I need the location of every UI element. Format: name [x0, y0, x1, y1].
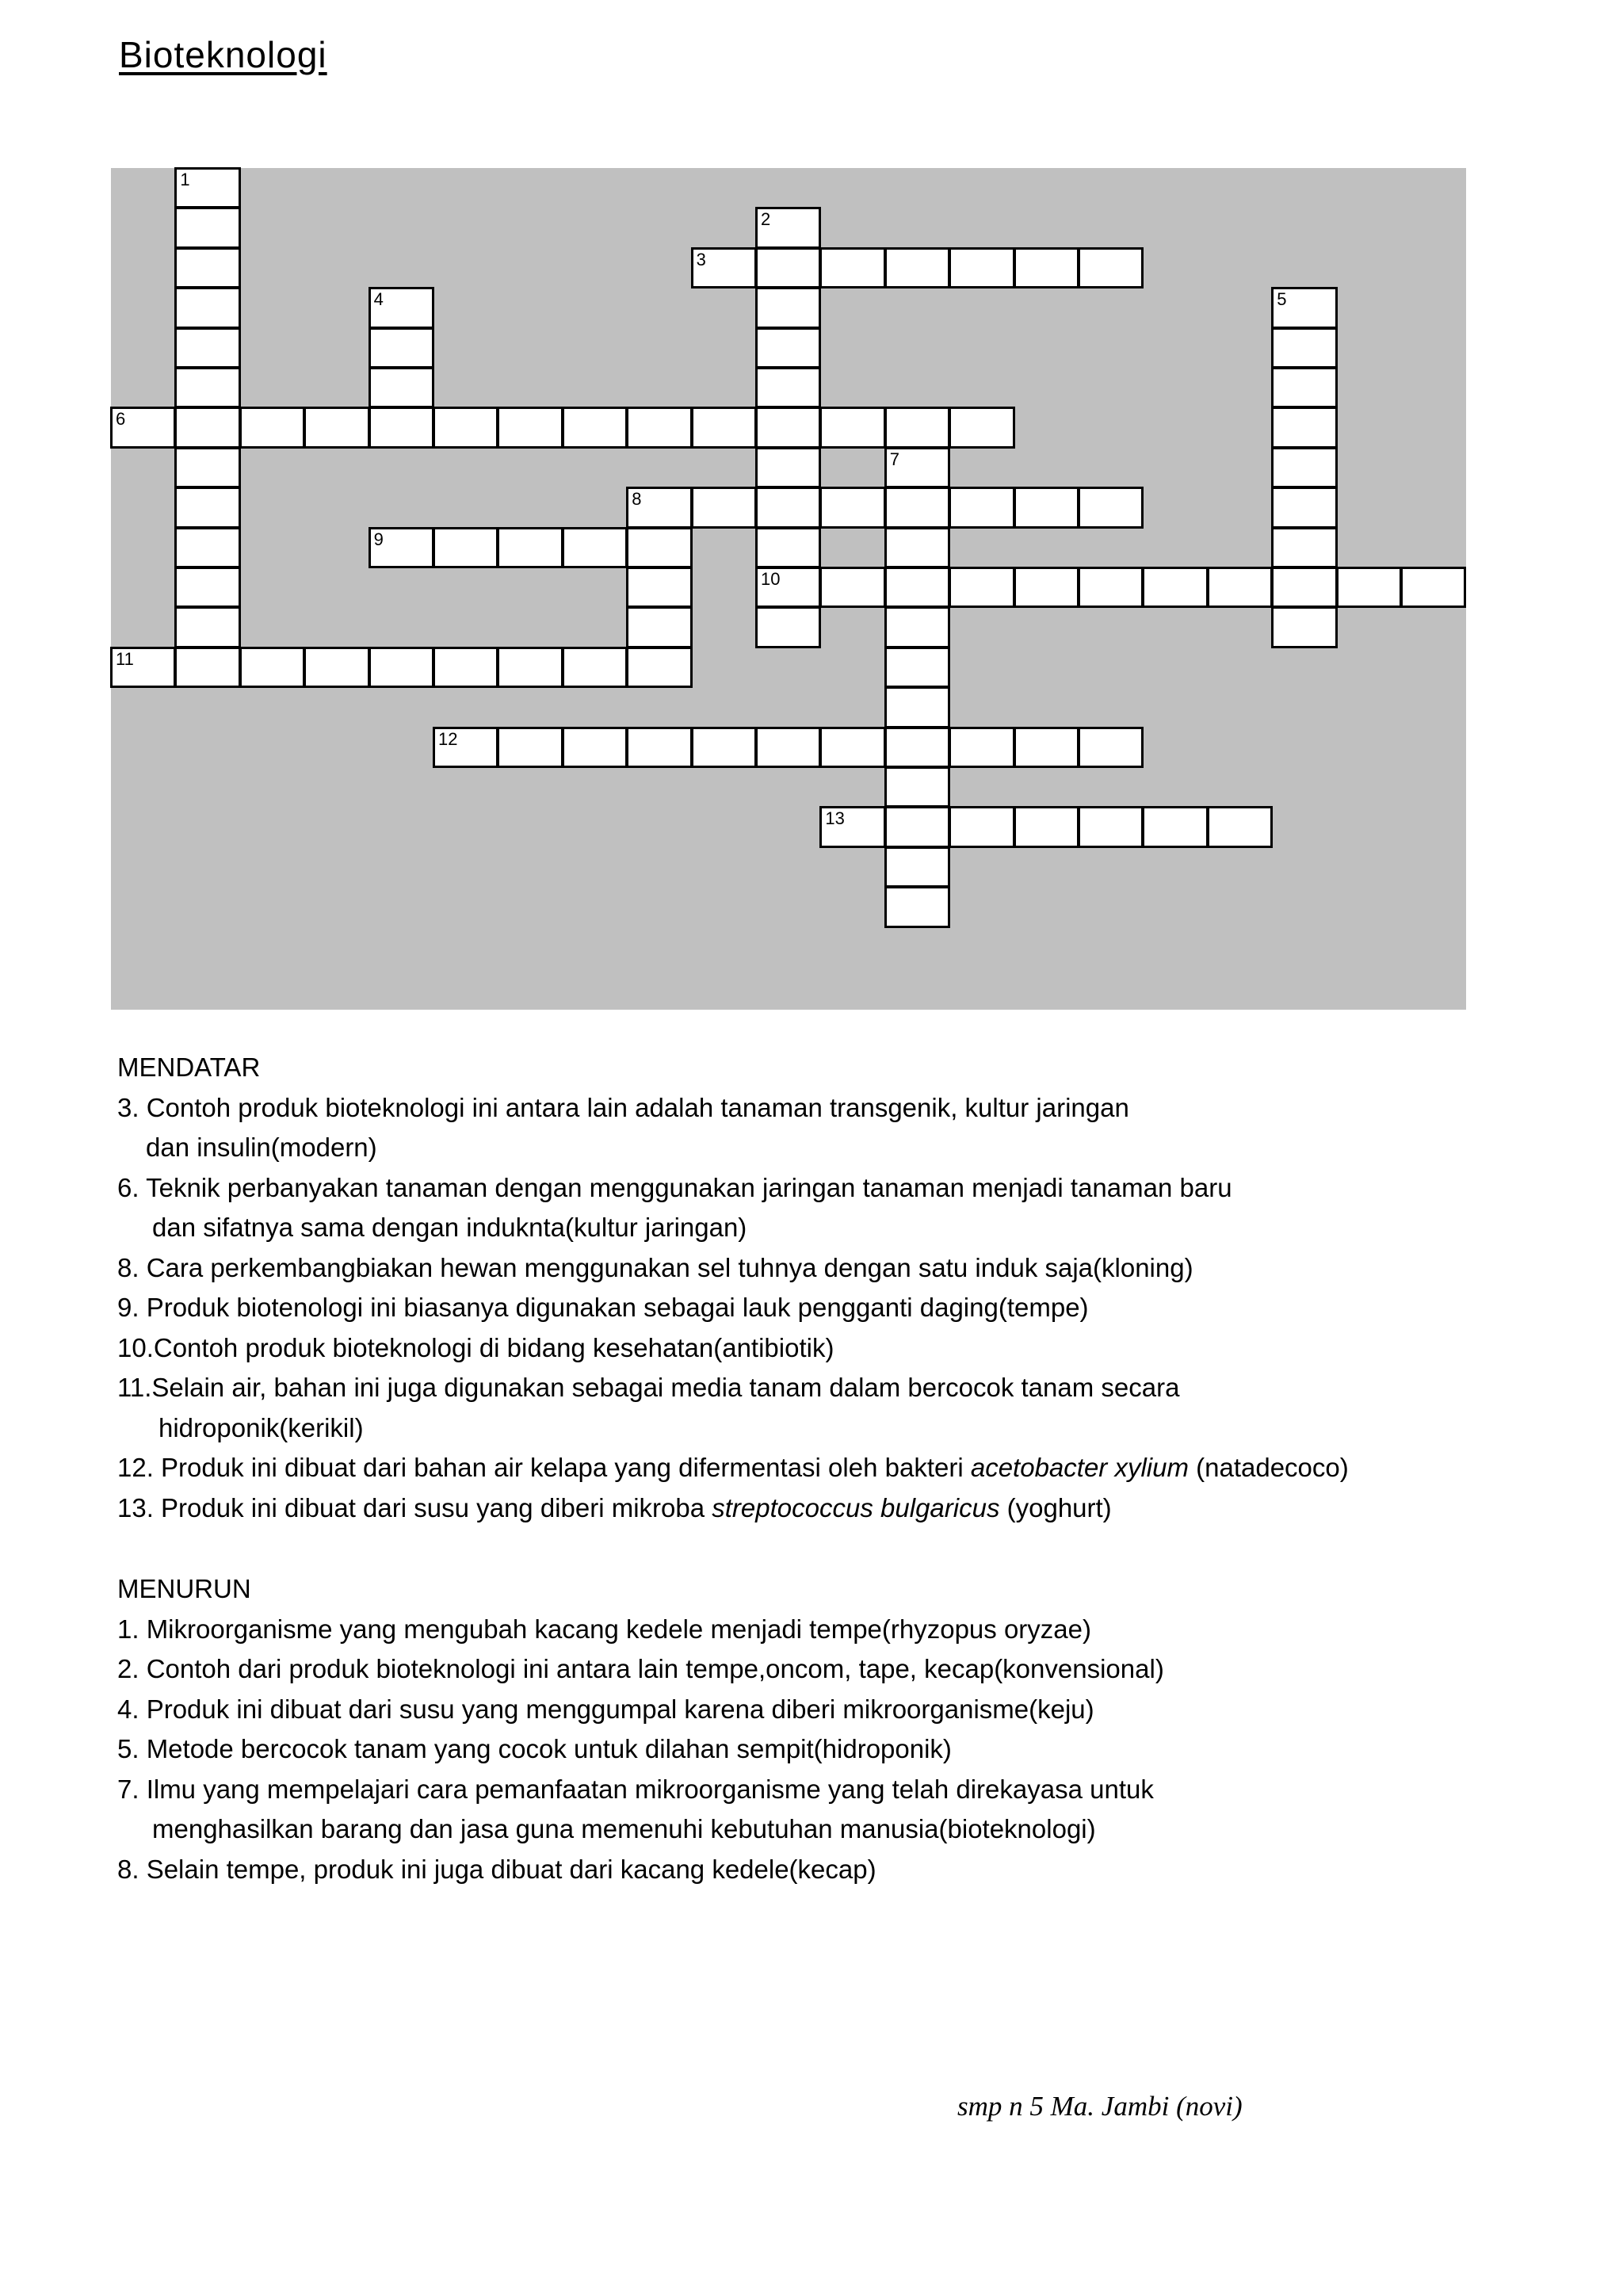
crossword-cell[interactable] [755, 447, 821, 488]
menurun-heading: MENURUN [117, 1574, 251, 1603]
clue-down-5: 5. Metode bercocok tanam yang cocok untuk dilahan sempit(hidroponik) [117, 1734, 952, 1763]
crossword-cell[interactable] [626, 727, 692, 768]
crossword-cell[interactable] [1078, 806, 1144, 847]
crossword-cell[interactable] [174, 567, 240, 608]
crossword-cell[interactable] [949, 407, 1014, 448]
crossword-cell[interactable] [626, 407, 692, 448]
crossword-cell[interactable] [819, 487, 885, 528]
clue-number: 4 [373, 289, 384, 310]
clue-across-3-cont: dan insulin(modern) [146, 1133, 377, 1162]
crossword-cell[interactable] [691, 407, 757, 448]
crossword-cell[interactable] [755, 527, 821, 568]
clue-number: 1 [180, 170, 190, 189]
crossword-cell[interactable] [691, 487, 757, 528]
crossword-cell[interactable] [1271, 407, 1337, 448]
clue-across-9: 9. Produk biotenologi ini biasanya digunakan sebagai lauk pengganti daging(tempe) [117, 1293, 1089, 1322]
crossword-cell[interactable] [1078, 487, 1144, 528]
crossword-cell[interactable] [691, 247, 757, 288]
crossword-cell[interactable] [174, 447, 240, 488]
crossword-cell[interactable] [1271, 527, 1337, 568]
crossword-cell[interactable] [174, 327, 240, 369]
crossword-cell[interactable] [949, 806, 1014, 847]
signature: smp n 5 Ma. Jambi (novi) [957, 2091, 1243, 2122]
clue-across-6: 6. Teknik perbanyakan tanaman dengan menggunakan jaringan tanaman menjadi tanaman baru [117, 1172, 1232, 1202]
crossword-cell[interactable] [174, 167, 240, 208]
crossword-cell[interactable] [884, 487, 950, 528]
clue-across-3: 3. Contoh produk bioteknologi ini antara lain adalah tanaman transgenik, kultur jaringan [117, 1092, 1129, 1122]
crossword-cell[interactable] [1271, 287, 1337, 328]
crossword-cell[interactable] [239, 407, 305, 448]
crossword-cell[interactable] [369, 527, 434, 568]
crossword-cell[interactable] [884, 686, 950, 728]
crossword-cell[interactable] [110, 647, 176, 688]
crossword-cell[interactable] [626, 606, 692, 648]
crossword-cell[interactable] [884, 647, 950, 688]
crossword-cell[interactable] [755, 567, 821, 608]
crossword-cell[interactable] [497, 727, 563, 768]
clue-number: 11 [116, 648, 134, 669]
clue-down-1: 1. Mikroorganisme yang mengubah kacang kedele menjadi tempe(rhyzopus oryzae) [117, 1614, 1091, 1644]
crossword-cell[interactable] [949, 567, 1014, 608]
clue-number: 8 [632, 489, 642, 510]
crossword-cell[interactable] [884, 766, 950, 808]
crossword-cell[interactable] [884, 727, 950, 768]
crossword-grid [111, 168, 1466, 1010]
crossword-cell[interactable] [433, 527, 498, 568]
crossword-cell[interactable] [884, 567, 950, 608]
crossword-cell[interactable] [1014, 806, 1079, 847]
crossword-cell[interactable] [819, 567, 885, 608]
clue-down-4: 4. Produk ini dibuat dari susu yang menggumpal karena diberi mikroorganisme(keju) [117, 1694, 1094, 1724]
crossword-cell[interactable] [1336, 567, 1402, 608]
clue-down-7-cont: menghasilkan barang dan jasa guna memenuhi kebutuhan manusia(bioteknologi) [152, 1814, 1096, 1843]
crossword-cell[interactable] [369, 327, 434, 369]
crossword-cell[interactable] [1014, 487, 1079, 528]
crossword-cell[interactable] [884, 806, 950, 847]
crossword-cell[interactable] [174, 207, 240, 248]
crossword-cell[interactable] [949, 247, 1014, 288]
crossword-cell[interactable] [562, 527, 628, 568]
crossword-cell[interactable] [755, 327, 821, 369]
crossword-cell[interactable] [304, 407, 369, 448]
crossword-cell[interactable] [562, 727, 628, 768]
crossword-cell[interactable] [819, 727, 885, 768]
crossword-cell[interactable] [884, 247, 950, 288]
crossword-cell[interactable] [755, 247, 821, 288]
crossword-cell[interactable] [819, 407, 885, 448]
crossword-cell[interactable] [174, 367, 240, 408]
page-title: Bioteknologi [119, 34, 327, 75]
crossword-cell[interactable] [1271, 327, 1337, 369]
clue-number: 3 [696, 249, 706, 269]
crossword-cell[interactable] [819, 247, 885, 288]
crossword-cell[interactable] [239, 647, 305, 688]
crossword-cell[interactable] [884, 606, 950, 648]
crossword-cell[interactable] [819, 806, 885, 847]
crossword-cell[interactable] [1014, 247, 1079, 288]
crossword-cell[interactable] [1271, 447, 1337, 488]
crossword-cell[interactable] [174, 527, 240, 568]
crossword-cell[interactable] [1078, 247, 1144, 288]
crossword-cell[interactable] [562, 647, 628, 688]
crossword-cell[interactable] [497, 647, 563, 688]
clue-down-2: 2. Contoh dari produk bioteknologi ini antara lain tempe,oncom, tape, kecap(konvensional) [117, 1654, 1164, 1683]
crossword-cell[interactable] [755, 207, 821, 248]
crossword-cell[interactable] [110, 407, 176, 448]
clue-number: 10 [761, 569, 781, 589]
crossword-cell[interactable] [1014, 567, 1079, 608]
crossword-cell[interactable] [369, 287, 434, 328]
crossword-cell[interactable] [755, 287, 821, 328]
clue-across-12: 12. Produk ini dibuat dari bahan air kelapa yang difermentasi oleh bakteri acetobacter xylium (natadecoco) [117, 1453, 1349, 1482]
clue-number: 12 [438, 728, 458, 749]
crossword-cell[interactable] [1207, 806, 1273, 847]
crossword-cell[interactable] [755, 606, 821, 648]
crossword-cell[interactable] [1271, 487, 1337, 528]
crossword-cell[interactable] [884, 447, 950, 488]
crossword-cell[interactable] [1271, 367, 1337, 408]
crossword-cell[interactable] [949, 727, 1014, 768]
crossword-cell[interactable] [884, 527, 950, 568]
crossword-cell[interactable] [433, 647, 498, 688]
crossword-cell[interactable] [755, 727, 821, 768]
crossword-cell[interactable] [562, 407, 628, 448]
clue-across-8: 8. Cara perkembangbiakan hewan menggunakan sel tuhnya dengan satu induk saja(kloning) [117, 1252, 1193, 1282]
crossword-cell[interactable] [174, 606, 240, 648]
crossword-cell[interactable] [433, 407, 498, 448]
crossword-cell[interactable] [884, 407, 950, 448]
crossword-cell[interactable] [884, 846, 950, 888]
clue-across-11-cont: hidroponik(kerikil) [158, 1412, 364, 1442]
crossword-cell[interactable] [497, 407, 563, 448]
crossword-cell[interactable] [755, 407, 821, 448]
crossword-cell[interactable] [1207, 567, 1273, 608]
clue-list [117, 1048, 1591, 1889]
crossword-cell[interactable] [626, 527, 692, 568]
crossword-cell[interactable] [1400, 567, 1466, 608]
crossword-cell[interactable] [1271, 606, 1337, 648]
crossword-cell[interactable] [174, 247, 240, 288]
crossword-cell[interactable] [174, 487, 240, 528]
crossword-cell[interactable] [1078, 567, 1144, 608]
clue-across-6-cont: dan sifatnya sama dengan induknta(kultur jaringan) [152, 1213, 747, 1242]
crossword-cell[interactable] [304, 647, 369, 688]
clue-number: 6 [116, 409, 126, 430]
clue-across-10: 10.Contoh produk bioteknologi di bidang kesehatan(antibiotik) [117, 1332, 834, 1362]
clue-across-13: 13. Produk ini dibuat dari susu yang diberi mikroba streptococcus bulgaricus (yoghurt) [117, 1492, 1112, 1522]
clue-number: 13 [825, 808, 845, 829]
crossword-cell[interactable] [626, 647, 692, 688]
mendatar-heading: MENDATAR [117, 1052, 261, 1082]
crossword-cell[interactable] [174, 287, 240, 328]
clue-down-8: 8. Selain tempe, produk ini juga dibuat dari kacang kedele(kecap) [117, 1854, 876, 1884]
crossword-cell[interactable] [626, 567, 692, 608]
crossword-cell[interactable] [1078, 727, 1144, 768]
crossword-cell[interactable] [369, 647, 434, 688]
crossword-cell[interactable] [1142, 806, 1208, 847]
crossword-cell[interactable] [1014, 727, 1079, 768]
crossword-cell[interactable] [691, 727, 757, 768]
crossword-cell[interactable] [755, 367, 821, 408]
crossword-cell[interactable] [1271, 567, 1337, 608]
crossword-cell[interactable] [433, 727, 498, 768]
clue-number: 2 [761, 209, 771, 230]
crossword-cell[interactable] [369, 407, 434, 448]
clue-number: 7 [889, 449, 900, 469]
crossword-cell[interactable] [369, 367, 434, 408]
crossword-cell[interactable] [497, 527, 563, 568]
crossword-cell[interactable] [174, 647, 240, 688]
clue-number: 5 [1277, 289, 1287, 310]
crossword-cell[interactable] [949, 487, 1014, 528]
clue-down-7: 7. Ilmu yang mempelajari cara pemanfaatan mikroorganisme yang telah direkayasa untuk [117, 1774, 1154, 1804]
crossword-cell[interactable] [174, 407, 240, 448]
crossword-cell[interactable] [626, 487, 692, 528]
crossword-cell[interactable] [1142, 567, 1208, 608]
clue-number: 9 [373, 529, 384, 549]
crossword-cell[interactable] [884, 886, 950, 927]
clue-across-11: 11.Selain air, bahan ini juga digunakan sebagai media tanam dalam bercocok tanam secara [117, 1373, 1180, 1402]
crossword-cell[interactable] [755, 487, 821, 528]
